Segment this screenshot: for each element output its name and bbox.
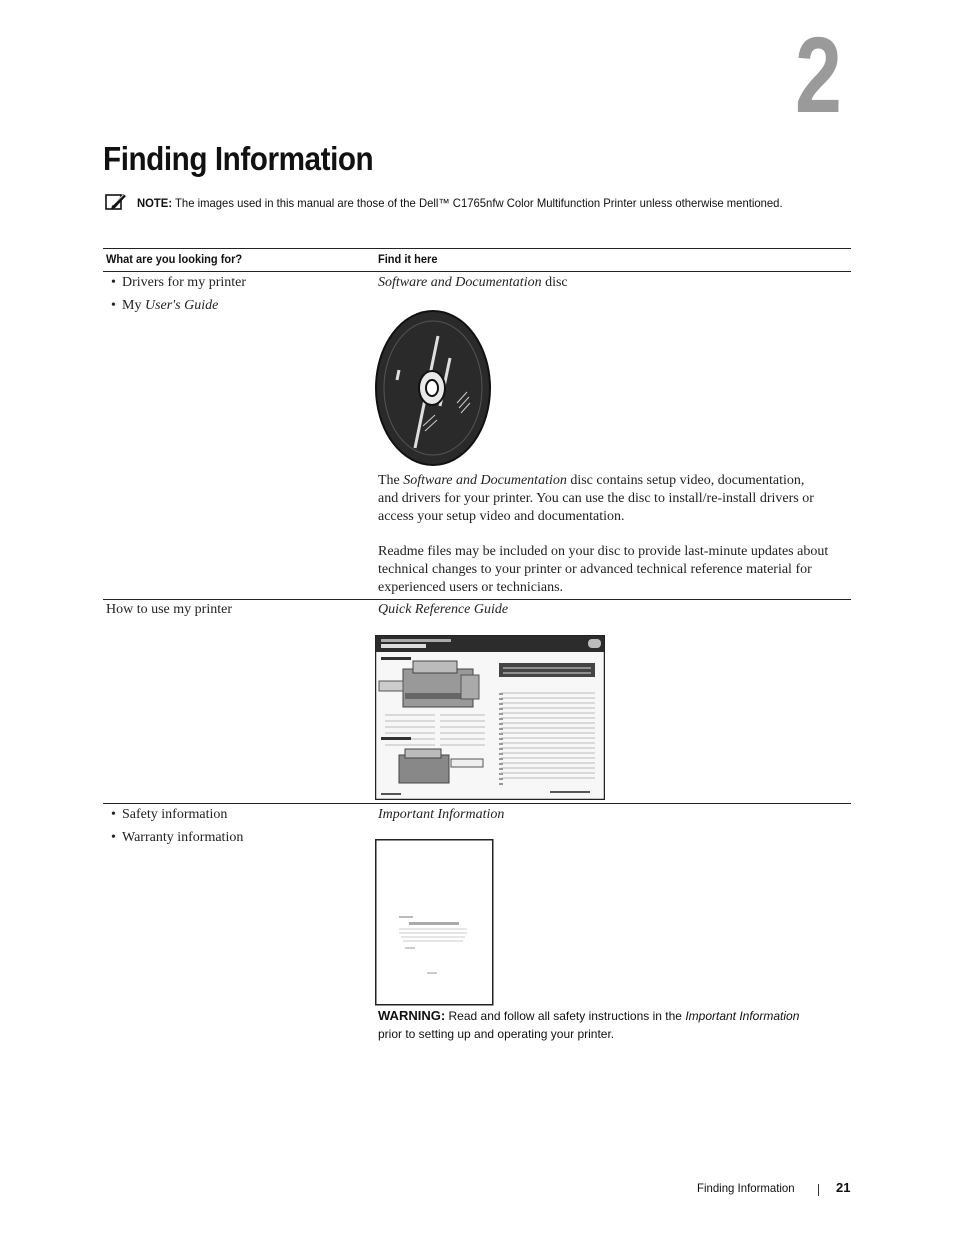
list-item: Safety information [122,807,228,822]
row-rule [103,803,851,804]
warning-text: WARNING: Read and follow all safety instructions in the Important Information prior to setting up and operating your printer. [378,1008,800,1041]
header-find-it-here: Find it here [378,252,438,266]
bullet: • [111,807,116,822]
list-item: My User's Guide [122,298,219,313]
source-title: Quick Reference Guide [378,602,509,617]
note-pencil-icon [105,193,127,211]
warning-label: WARNING: [378,1008,446,1023]
page-number: 21 [836,1180,851,1195]
important-information-booklet-image [375,839,495,1007]
source-title: Software and Documentation disc [378,275,568,290]
list-item: How to use my printer [106,602,232,617]
bullet: • [111,298,116,313]
page-title: Finding Information [103,140,374,177]
row-rule [103,599,851,600]
table-top-rule [103,248,851,249]
software-disc-image [375,308,495,473]
bullet: • [111,275,116,290]
disc-description: The Software and Documentation disc contains setup video, documentation, and drivers for your printer. You can use the disc to install/re-install drivers or access your setup video and documentation. [378,473,814,524]
quick-reference-guide-image [375,635,605,800]
bullet: • [111,830,116,845]
source-title: Important Information [378,807,505,822]
header-rule [103,271,851,272]
list-item: Warranty information [122,830,244,845]
readme-description: Readme files may be included on your disc to provide last-minute updates about technical changes to your printer or advanced technical reference material for experienced users or technicians. [378,544,829,595]
note-label: NOTE: [137,196,173,210]
note-text: The images used in this manual are those of the Dell™ C1765nfw Color Multifunction Printer unless otherwise mentioned. [175,196,783,210]
header-looking-for: What are you looking for? [106,252,243,266]
chapter-number: 2 [795,14,842,135]
footer-section: Finding Information [697,1181,795,1195]
list-item: Drivers for my printer [122,275,247,290]
footer-separator [818,1184,819,1196]
